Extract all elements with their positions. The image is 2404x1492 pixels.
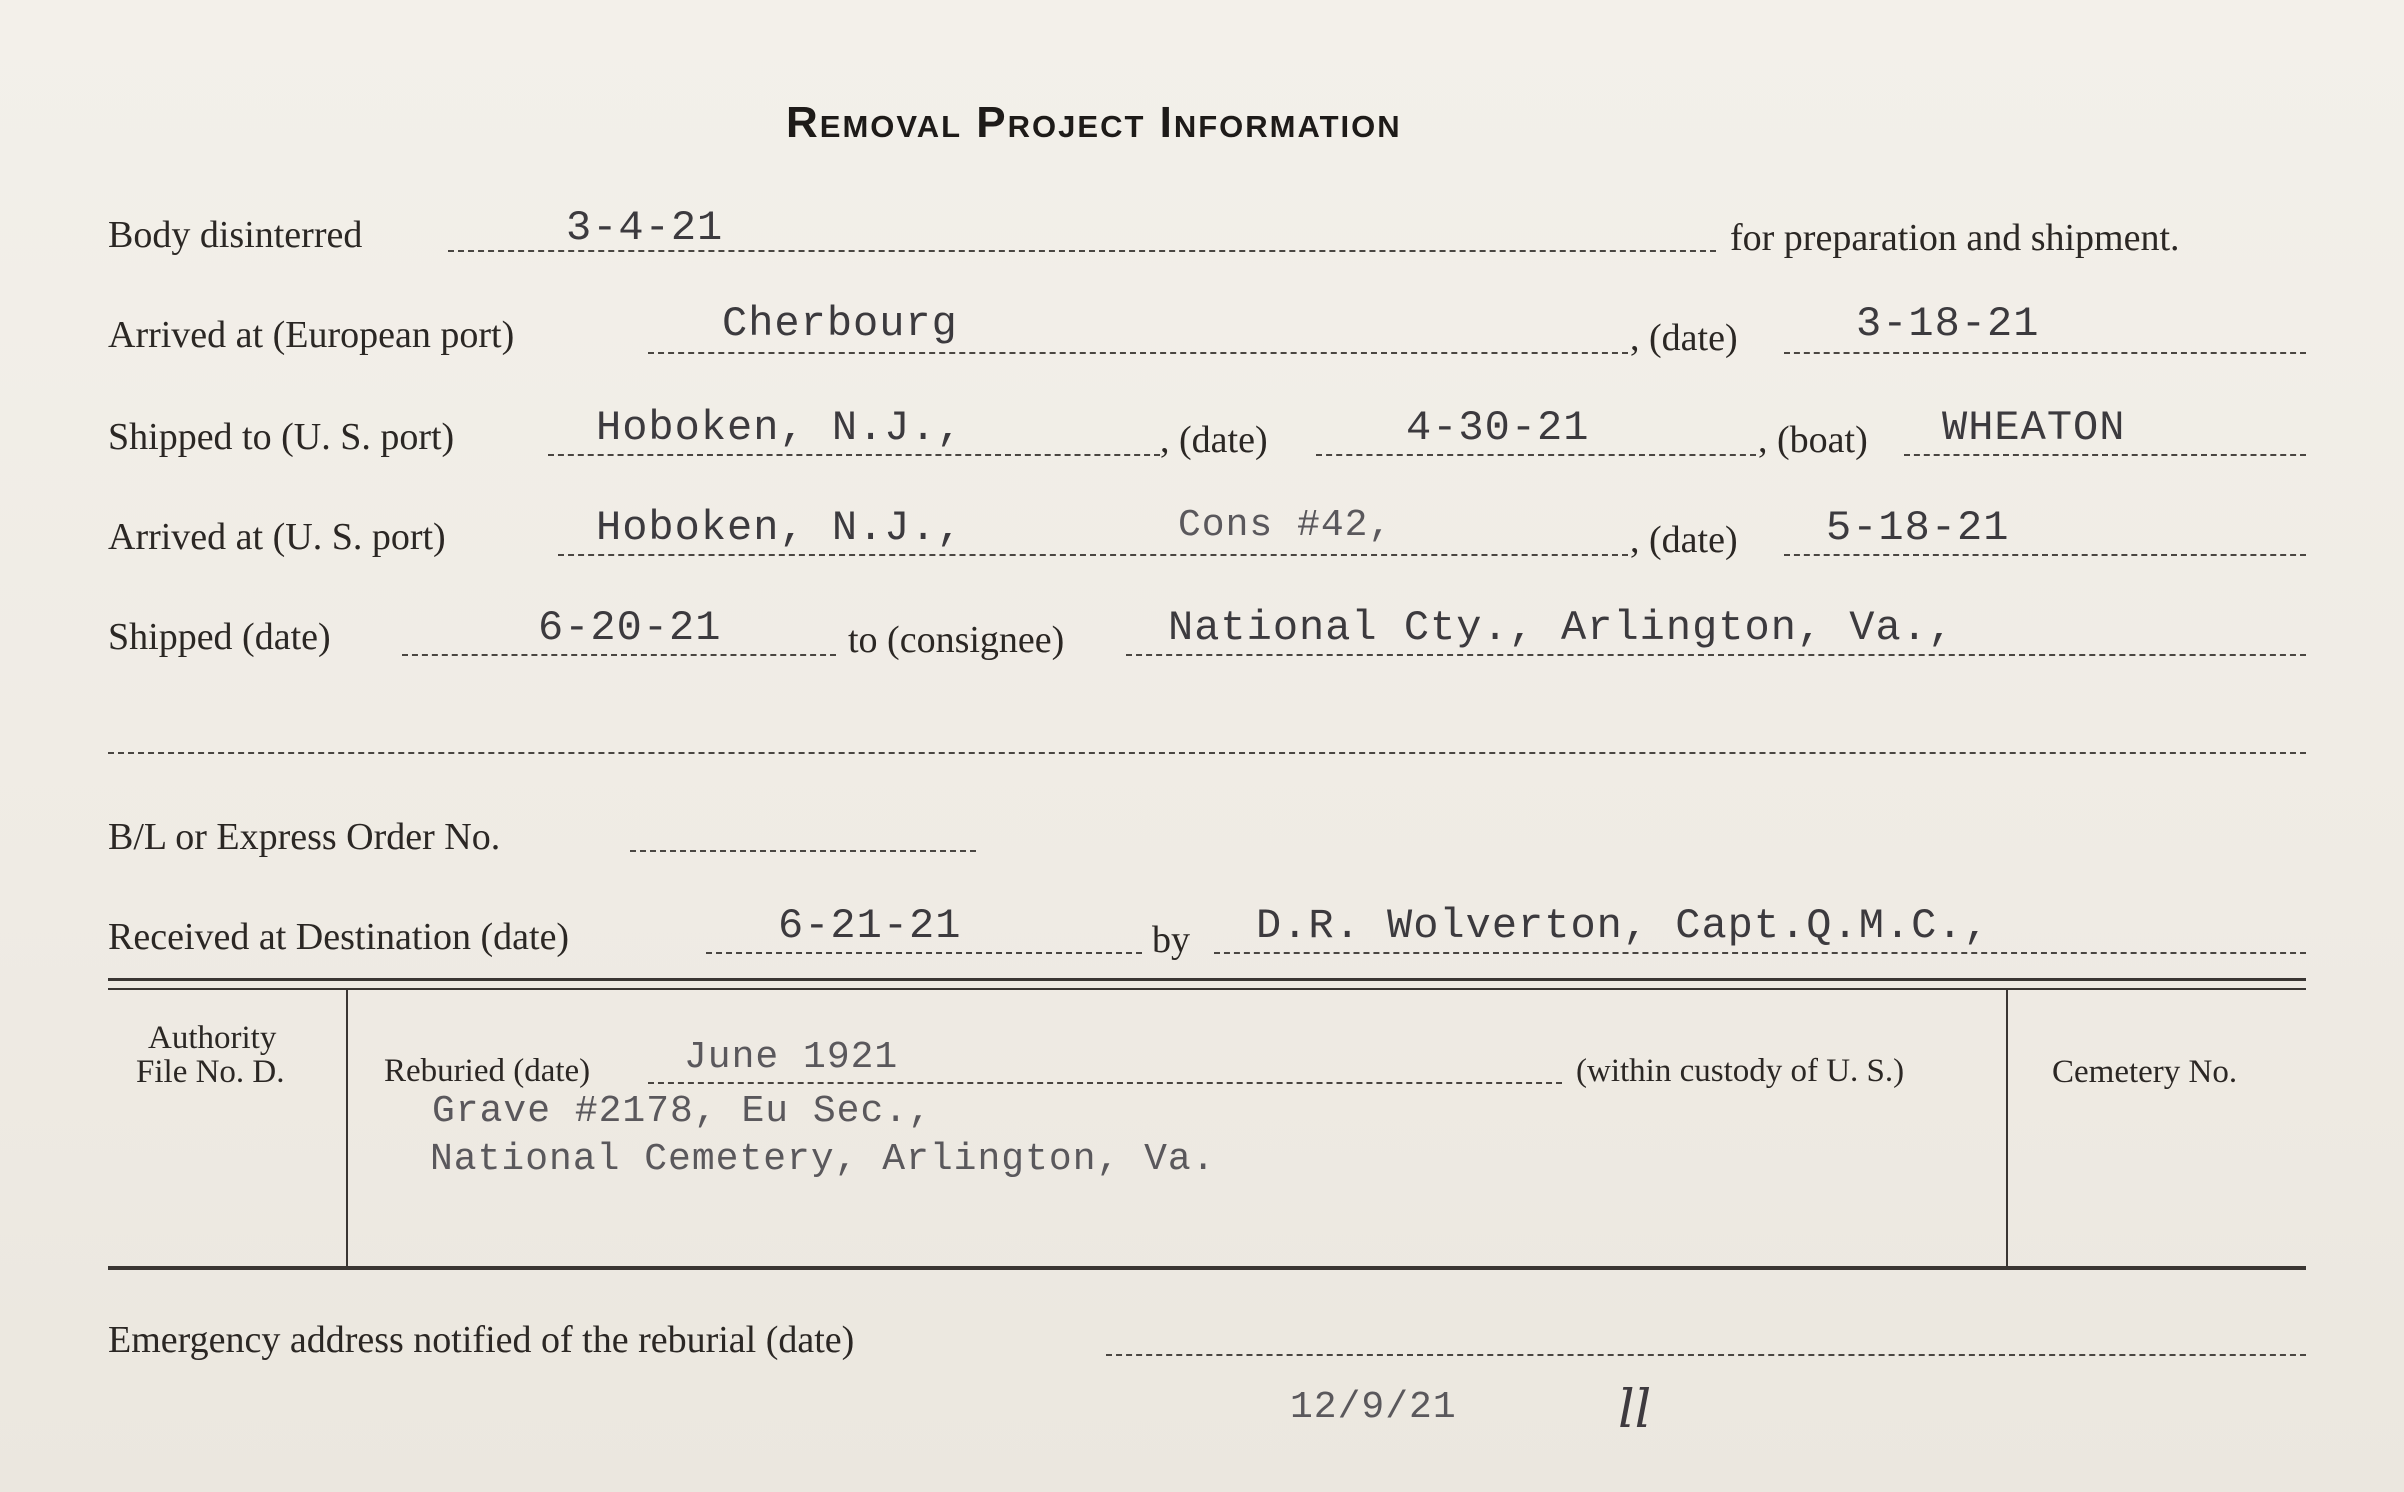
arrived-us-label: Arrived at (U. S. port) bbox=[108, 516, 446, 558]
reburied-value: June 1921 bbox=[684, 1036, 899, 1079]
arrived-us-value: Hoboken, N.J., bbox=[596, 504, 963, 552]
arrived-us-date-line bbox=[1784, 554, 2306, 556]
received-by-line bbox=[1214, 952, 2306, 954]
shipped-date-label: Shipped (date) bbox=[108, 616, 331, 658]
arrived-us-date-label: , (date) bbox=[1630, 519, 1738, 561]
arrived-us-cons: Cons #42, bbox=[1178, 504, 1393, 547]
shipped-us-label: Shipped to (U. S. port) bbox=[108, 416, 455, 458]
received-date-line bbox=[706, 952, 1142, 954]
emergency-line bbox=[1106, 1354, 2306, 1356]
received-label: Received at Destination (date) bbox=[108, 916, 570, 958]
consignee-label: to (consignee) bbox=[848, 619, 1065, 661]
authority-label-line2: File No. D. bbox=[136, 1054, 285, 1090]
shipped-us-boat-label: , (boat) bbox=[1758, 419, 1868, 461]
disinterred-suffix: for preparation and shipment. bbox=[1730, 217, 2180, 259]
shipped-date-line bbox=[402, 654, 836, 656]
reburied-line bbox=[648, 1082, 1562, 1084]
continuation-line bbox=[108, 752, 2306, 754]
cemetery-label: Cemetery No. bbox=[2052, 1054, 2238, 1090]
bl-line bbox=[630, 850, 976, 852]
european-port-date-line bbox=[1784, 352, 2306, 354]
arrived-us-date: 5-18-21 bbox=[1826, 504, 2010, 552]
european-port-date: 3-18-21 bbox=[1856, 300, 2040, 348]
shipped-us-date-line bbox=[1316, 454, 1756, 456]
grave-line1: Grave #2178, Eu Sec., bbox=[432, 1090, 932, 1133]
box-divider-left bbox=[346, 990, 348, 1266]
box-top-rule bbox=[108, 978, 2306, 981]
card-title: Removal Project Information bbox=[786, 98, 1402, 147]
authority-label-line1: Authority bbox=[148, 1020, 277, 1056]
shipped-us-date: 4-30-21 bbox=[1406, 404, 1590, 452]
consignee-line bbox=[1126, 654, 2306, 656]
custody-label: (within custody of U. S.) bbox=[1576, 1053, 1905, 1089]
received-date: 6-21-21 bbox=[778, 902, 962, 950]
reburied-label: Reburied (date) bbox=[384, 1053, 591, 1089]
disinterred-value: 3-4-21 bbox=[566, 204, 724, 252]
emergency-label: Emergency address notified of the reburial (date) bbox=[108, 1319, 855, 1361]
disinterred-label: Body disinterred bbox=[108, 214, 363, 256]
shipped-us-boat-line bbox=[1904, 454, 2306, 456]
shipped-us-line bbox=[548, 454, 1160, 456]
footer-date: 12/9/21 bbox=[1290, 1386, 1457, 1429]
consignee-value: National Cty., Arlington, Va., bbox=[1168, 604, 1955, 652]
shipped-us-date-label: , (date) bbox=[1160, 419, 1268, 461]
received-by: D.R. Wolverton, Capt.Q.M.C., bbox=[1256, 902, 1990, 950]
european-port-label: Arrived at (European port) bbox=[108, 314, 515, 356]
received-by-label: by bbox=[1152, 919, 1190, 961]
box-divider-right bbox=[2006, 990, 2008, 1266]
european-port-value: Cherbourg bbox=[722, 300, 958, 348]
european-port-line bbox=[648, 352, 1628, 354]
european-port-date-label: , (date) bbox=[1630, 317, 1738, 359]
arrived-us-line bbox=[558, 554, 1628, 556]
bl-label: B/L or Express Order No. bbox=[108, 816, 501, 858]
grave-line2: National Cemetery, Arlington, Va. bbox=[430, 1138, 1216, 1181]
box-top-rule-inner bbox=[108, 988, 2306, 990]
shipped-date: 6-20-21 bbox=[538, 604, 722, 652]
footer-initials: ll bbox=[1618, 1380, 1652, 1440]
shipped-us-value: Hoboken, N.J., bbox=[596, 404, 963, 452]
box-bottom-rule bbox=[108, 1266, 2306, 1270]
shipped-us-boat: WHEATON bbox=[1942, 404, 2126, 452]
